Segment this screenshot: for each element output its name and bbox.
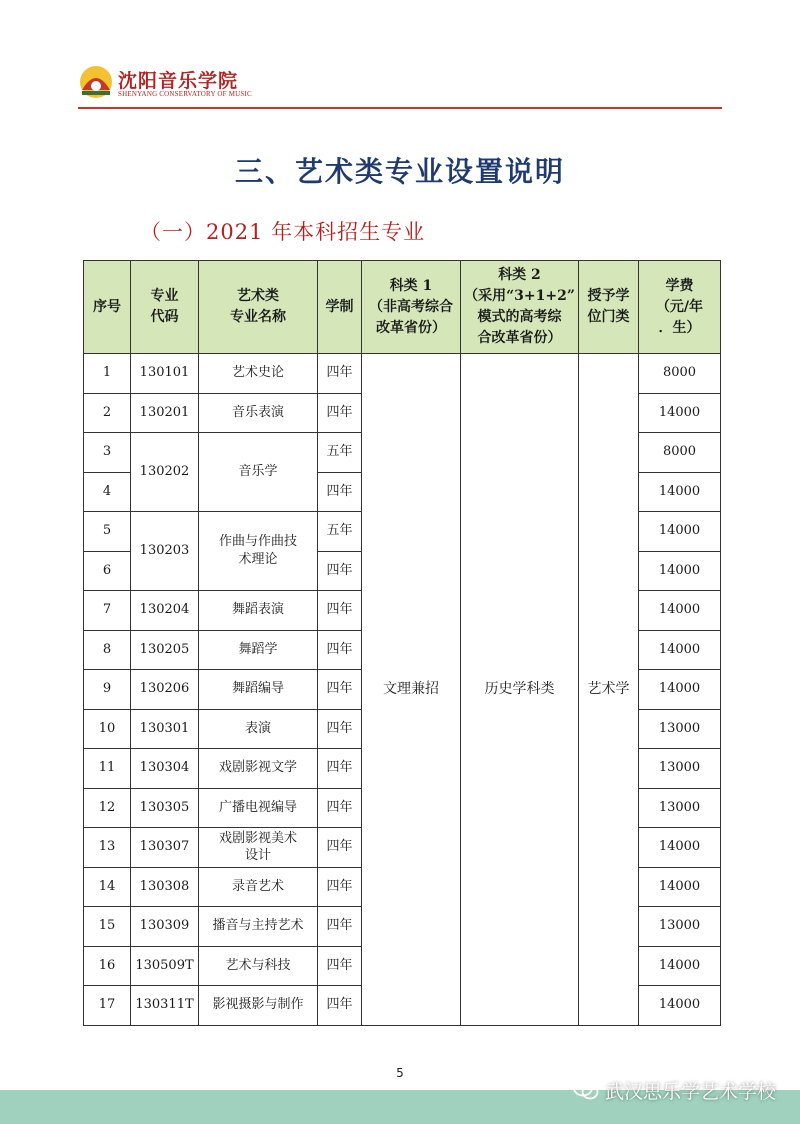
cell-name: 广播电视编导	[199, 788, 318, 828]
cell-fee: 14000	[639, 393, 721, 433]
cell-seq: 4	[84, 472, 131, 512]
cell-seq: 15	[84, 907, 131, 947]
cell-fee: 14000	[639, 946, 721, 986]
header-degree: 授予学 位门类	[579, 261, 639, 354]
cell-seq: 7	[84, 591, 131, 631]
cell-duration: 四年	[318, 591, 362, 631]
cell-duration: 五年	[318, 433, 362, 473]
cell-code: 130203	[131, 512, 199, 591]
cell-code: 130305	[131, 788, 199, 828]
conservatory-emblem-icon	[78, 64, 114, 100]
cell-fee: 14000	[639, 591, 721, 631]
page-number: 5	[396, 1066, 404, 1080]
cell-degree-merged: 艺术学	[579, 354, 639, 1026]
header-subject1: 科类 1 （非高考综合 改革省份）	[362, 261, 461, 354]
cell-fee: 13000	[639, 788, 721, 828]
cell-seq: 6	[84, 551, 131, 591]
cell-name: 作曲与作曲技术理论	[199, 512, 318, 591]
cell-code: 130311T	[131, 986, 199, 1026]
cell-duration: 四年	[318, 788, 362, 828]
header-divider	[78, 107, 722, 109]
cell-seq: 2	[84, 393, 131, 433]
header-duration: 学制	[318, 261, 362, 354]
cell-seq: 9	[84, 670, 131, 710]
cell-seq: 14	[84, 867, 131, 907]
logo-chinese-name: 沈阳音乐学院	[118, 70, 239, 92]
cell-duration: 五年	[318, 512, 362, 552]
cell-seq: 8	[84, 630, 131, 670]
cell-seq: 5	[84, 512, 131, 552]
cell-name: 戏剧影视美术设计	[199, 828, 318, 868]
cell-duration: 四年	[318, 472, 362, 512]
cell-name: 舞蹈编导	[199, 670, 318, 710]
table-row	[84, 354, 721, 394]
watermark-text: 武汉思乐学艺术学校	[604, 1080, 776, 1103]
cell-seq: 1	[84, 354, 131, 394]
cell-name: 舞蹈表演	[199, 591, 318, 631]
cell-code: 130304	[131, 749, 199, 789]
wechat-watermark	[573, 1076, 776, 1104]
cell-fee: 13000	[639, 907, 721, 947]
cell-fee: 14000	[639, 512, 721, 552]
section-subtitle: （一）2021 年本科招生专业	[140, 220, 426, 244]
page-title: 三、艺术类专业设置说明	[234, 155, 565, 188]
cell-code: 130509T	[131, 946, 199, 986]
cell-fee: 14000	[639, 986, 721, 1026]
cell-name: 戏剧影视文学	[199, 749, 318, 789]
cell-name: 音乐表演	[199, 393, 318, 433]
cell-duration: 四年	[318, 986, 362, 1026]
cell-name: 舞蹈学	[199, 630, 318, 670]
cell-code: 130205	[131, 630, 199, 670]
cell-name: 影视摄影与制作	[199, 986, 318, 1026]
header-subject2: 科类 2 （采用“3+1+2” 模式的高考综 合改革省份）	[461, 261, 579, 354]
cell-seq: 12	[84, 788, 131, 828]
cell-subject2-merged: 历史学科类	[461, 354, 579, 1026]
cell-seq: 16	[84, 946, 131, 986]
table-header-row	[84, 261, 721, 354]
cell-duration: 四年	[318, 630, 362, 670]
cell-fee: 8000	[639, 433, 721, 473]
cell-code: 130307	[131, 828, 199, 868]
header-fee: 学费 （元/年 ．生）	[639, 261, 721, 354]
cell-duration: 四年	[318, 709, 362, 749]
cell-fee: 14000	[639, 670, 721, 710]
cell-name: 录音艺术	[199, 867, 318, 907]
cell-seq: 10	[84, 709, 131, 749]
cell-code: 130101	[131, 354, 199, 394]
cell-name: 表演	[199, 709, 318, 749]
cell-code: 130309	[131, 907, 199, 947]
cell-duration: 四年	[318, 670, 362, 710]
cell-duration: 四年	[318, 946, 362, 986]
cell-seq: 17	[84, 986, 131, 1026]
cell-duration: 四年	[318, 828, 362, 868]
header-code: 专业 代码	[131, 261, 199, 354]
cell-fee: 13000	[639, 749, 721, 789]
cell-code: 130206	[131, 670, 199, 710]
cell-fee: 14000	[639, 630, 721, 670]
cell-fee: 14000	[639, 472, 721, 512]
cell-fee: 14000	[639, 828, 721, 868]
cell-seq: 3	[84, 433, 131, 473]
school-logo	[78, 64, 278, 104]
cell-duration: 四年	[318, 907, 362, 947]
cell-code: 130204	[131, 591, 199, 631]
cell-fee: 8000	[639, 354, 721, 394]
cell-code: 130202	[131, 433, 199, 512]
header-seq: 序号	[84, 261, 131, 354]
cell-name: 音乐学	[199, 433, 318, 512]
wechat-icon	[573, 1079, 599, 1101]
cell-seq: 13	[84, 828, 131, 868]
cell-duration: 四年	[318, 749, 362, 789]
cell-duration: 四年	[318, 867, 362, 907]
cell-name: 艺术史论	[199, 354, 318, 394]
cell-duration: 四年	[318, 551, 362, 591]
cell-code: 130201	[131, 393, 199, 433]
cell-duration: 四年	[318, 393, 362, 433]
cell-seq: 11	[84, 749, 131, 789]
logo-english-name: SHENYANG CONSERVATORY OF MUSIC	[118, 90, 252, 98]
header-name: 艺术类 专业名称	[199, 261, 318, 354]
cell-duration: 四年	[318, 354, 362, 394]
cell-code: 130301	[131, 709, 199, 749]
majors-table	[83, 260, 721, 1026]
cell-fee: 14000	[639, 551, 721, 591]
cell-name: 播音与主持艺术	[199, 907, 318, 947]
cell-fee: 14000	[639, 867, 721, 907]
cell-name: 艺术与科技	[199, 946, 318, 986]
cell-code: 130308	[131, 867, 199, 907]
cell-subject1-merged: 文理兼招	[362, 354, 461, 1026]
cell-fee: 13000	[639, 709, 721, 749]
